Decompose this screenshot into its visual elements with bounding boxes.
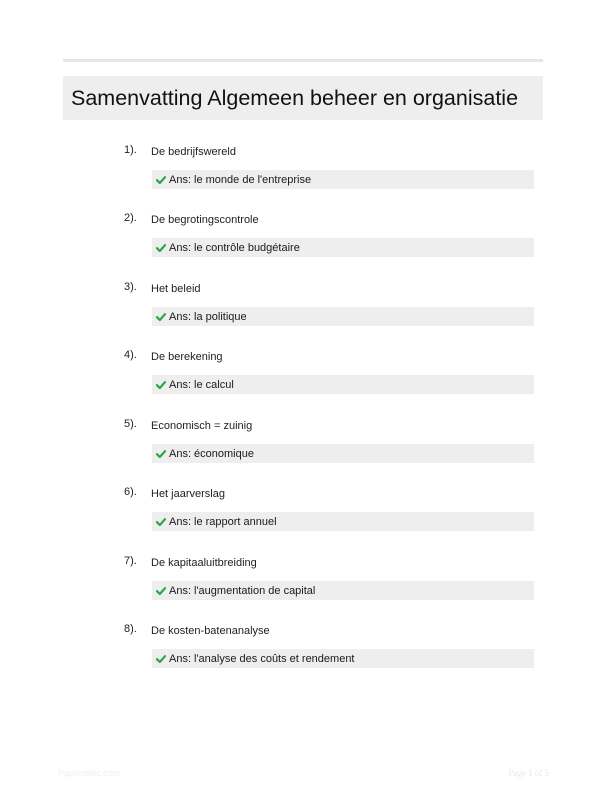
question-text: Het beleid <box>151 283 201 295</box>
page-number: Page 1 of 5 <box>508 768 549 778</box>
answer-prefix: Ans: <box>169 584 192 597</box>
question-text: Het jaarverslag <box>151 488 225 500</box>
question-text: De kapitaaluitbreiding <box>151 557 257 569</box>
answer-box <box>152 238 534 257</box>
answer-text: le calcul <box>194 378 234 391</box>
answer-prefix: Ans: <box>169 652 192 665</box>
question-text: De begrotingscontrole <box>151 214 259 226</box>
answer-text: économique <box>194 447 254 460</box>
checkmark-icon <box>156 449 166 459</box>
answer-box <box>152 307 534 326</box>
question-item <box>0 418 606 474</box>
question-item <box>0 281 606 337</box>
top-rule <box>63 59 543 62</box>
question-text: De bedrijfswereld <box>151 146 236 158</box>
checkmark-icon <box>156 380 166 390</box>
question-number: 6). <box>124 486 137 498</box>
question-number: 3). <box>124 281 137 293</box>
answer-text: le rapport annuel <box>194 515 277 528</box>
checkmark-icon <box>156 175 166 185</box>
checkmark-icon <box>156 517 166 527</box>
question-text: De kosten-batenanalyse <box>151 625 270 637</box>
answer-text: le contrôle budgétaire <box>194 241 300 254</box>
question-text: De berekening <box>151 351 223 363</box>
answer-prefix: Ans: <box>169 173 192 186</box>
answer-box <box>152 649 534 668</box>
answer-box <box>152 444 534 463</box>
question-number: 7). <box>124 555 137 567</box>
checkmark-icon <box>156 654 166 664</box>
checkmark-icon <box>156 243 166 253</box>
answer-prefix: Ans: <box>169 378 192 391</box>
footer-site-watermark: Paperdibic.com <box>58 768 121 778</box>
answer-text: la politique <box>194 310 247 323</box>
answer-text: le monde de l'entreprise <box>194 173 312 186</box>
question-item <box>0 349 606 405</box>
question-item <box>0 212 606 268</box>
answer-prefix: Ans: <box>169 310 192 323</box>
question-item <box>0 144 606 200</box>
question-number: 5). <box>124 418 137 430</box>
answer-prefix: Ans: <box>169 241 192 254</box>
question-number: 2). <box>124 212 137 224</box>
question-item <box>0 486 606 542</box>
answer-box <box>152 512 534 531</box>
question-text: Economisch = zuinig <box>151 420 253 432</box>
title-bar <box>63 76 543 120</box>
page-title: Samenvatting Algemeen beheer en organisatie <box>71 85 519 110</box>
question-number: 4). <box>124 349 137 361</box>
answer-box <box>152 375 534 394</box>
answer-prefix: Ans: <box>169 447 192 460</box>
answer-box <box>152 170 534 189</box>
question-item <box>0 623 606 679</box>
answer-prefix: Ans: <box>169 515 192 528</box>
answer-text: l'analyse des coûts et rendement <box>194 652 355 665</box>
question-number: 1). <box>124 144 137 156</box>
question-item <box>0 555 606 611</box>
answer-box <box>152 581 534 600</box>
answer-text: l'augmentation de capital <box>194 584 316 597</box>
checkmark-icon <box>156 586 166 596</box>
checkmark-icon <box>156 312 166 322</box>
question-number: 8). <box>124 623 137 635</box>
